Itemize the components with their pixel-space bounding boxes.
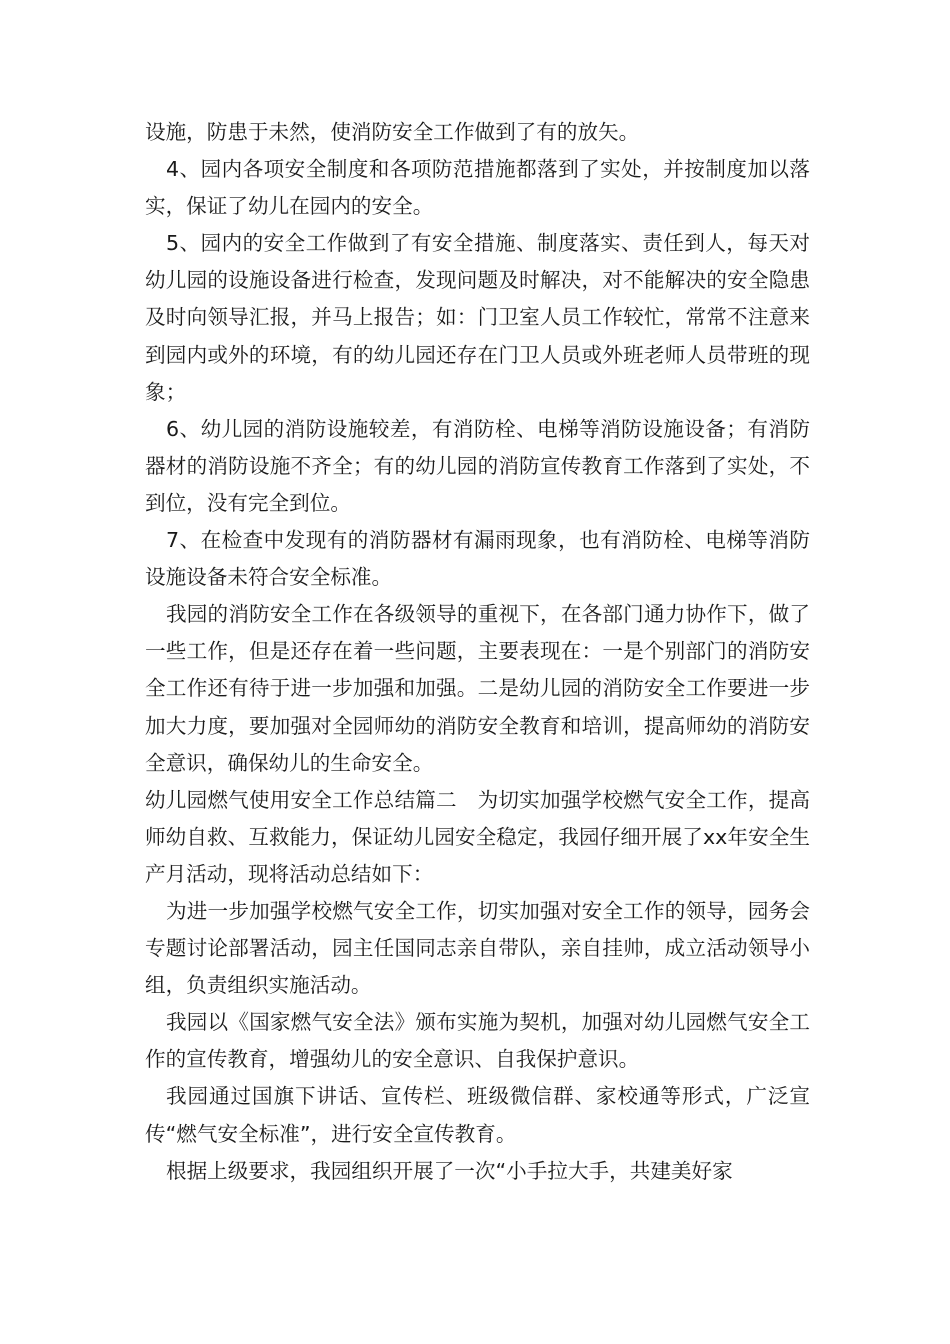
document-body	[145, 114, 810, 1190]
paragraph-6: 我园的消防安全工作在各级领导的重视下，在各部门通力协作下，做了一些工作，但是还存在着一些问题，主要表现在：一是个别部门的消防安全工作还有待于进一步加强和加强。二是幼儿园的消防安全工作要进一步加大力度，要加强对全园师幼的消防安全教育和培训，提高师幼的消防安全意识，确保幼儿的生命安全。	[145, 602, 810, 775]
paragraph-2: 4、园内各项安全制度和各项防范措施都落到了实处，并按制度加以落实，保证了幼儿在园内的安全。	[145, 157, 810, 219]
paragraph-4: 6、幼儿园的消防设施较差，有消防栓、电梯等消防设施设备；有消防器材的消防设施不齐全；有的幼儿园的消防宣传教育工作落到了实处，不到位，没有完全到位。	[145, 416, 810, 515]
paragraph-1: 设施，防患于未然，使消防安全工作做到了有的放矢。	[145, 120, 640, 144]
paragraph-3: 5、园内的安全工作做到了有安全措施、制度落实、责任到人，每天对幼儿园的设施设备进行检查，发现问题及时解决，对不能解决的安全隐患及时向领导汇报，并马上报告；如：门卫室人员工作较忙，常常不注意来到园内或外的环境，有的幼儿园还存在门卫人员或外班老师人员带班的现象；	[145, 231, 810, 404]
section-heading-paragraph: 幼儿园燃气使用安全工作总结篇二 为切实加强学校燃气安全工作，提高师幼自救、互救能力，保证幼儿园安全稳定，我园仔细开展了xx年安全生产月活动，现将活动总结如下：	[145, 787, 810, 886]
paragraph-10: 我园通过国旗下讲话、宣传栏、班级微信群、家校通等形式，广泛宣传“燃气安全标准”，进行安全宣传教育。	[145, 1084, 810, 1146]
paragraph-8: 为进一步加强学校燃气安全工作，切实加强对安全工作的领导，园务会专题讨论部署活动，园主任国同志亲自带队，亲自挂帅，成立活动领导小组，负责组织实施活动。	[145, 898, 810, 998]
paragraph-9: 我园以《国家燃气安全法》颁布实施为契机，加强对幼儿园燃气安全工作的宣传教育，增强幼儿的安全意识、自我保护意识。	[145, 1010, 810, 1072]
paragraph-5: 7、在检查中发现有的消防器材有漏雨现象，也有消防栓、电梯等消防设施设备未符合安全标准。	[145, 528, 810, 590]
paragraph-11: 根据上级要求，我园组织开展了一次“小手拉大手，共建美好家	[166, 1158, 733, 1183]
